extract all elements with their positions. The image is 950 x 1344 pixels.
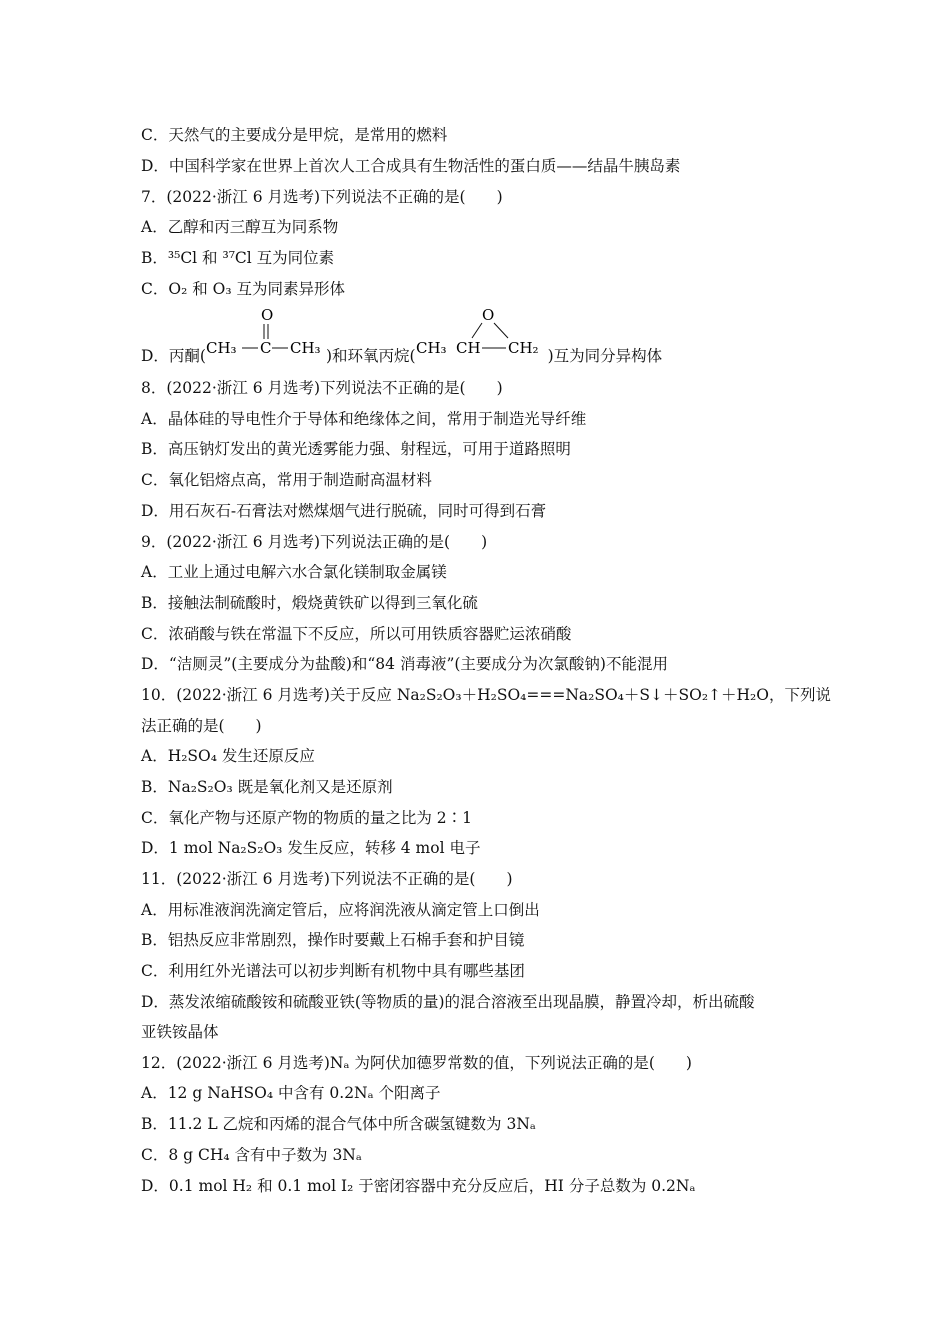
text-line: 8．(2022·浙江 6 月选考)下列说法不正确的是( ) bbox=[141, 379, 503, 397]
text-line: 亚铁铵晶体 bbox=[141, 1023, 219, 1041]
text-line: 11．(2022·浙江 6 月选考)下列说法不正确的是( ) bbox=[141, 870, 513, 888]
acetone-ch3-right: CH₃ bbox=[289, 339, 321, 357]
epoxide-ch2: CH₂ bbox=[507, 339, 539, 357]
text-line: 法正确的是( ) bbox=[141, 717, 262, 735]
text-line: B．接触法制硫酸时，煅烧黄铁矿以得到三氧化硫 bbox=[141, 594, 478, 612]
text-line: A．用标准液润洗滴定管后，应将润洗液从滴定管上口倒出 bbox=[141, 901, 540, 919]
text-line: C．8 g CH₄ 含有中子数为 3Nₐ bbox=[141, 1146, 362, 1164]
text-line: D．“洁厕灵”(主要成分为盐酸)和“84 消毒液”(主要成分为次氯酸钠)不能混用 bbox=[141, 655, 668, 673]
epoxide-oxygen: O bbox=[481, 306, 494, 324]
epoxypropane-structure bbox=[416, 305, 548, 361]
question-7-option-d bbox=[141, 305, 662, 369]
acetone-structure bbox=[206, 305, 326, 361]
text-line: 9．(2022·浙江 6 月选考)下列说法正确的是( ) bbox=[141, 533, 488, 551]
text-line: C．氧化铝熔点高，常用于制造耐高温材料 bbox=[141, 471, 432, 489]
text-line: B．铝热反应非常剧烈，操作时要戴上石棉手套和护目镜 bbox=[141, 931, 525, 949]
text-line: B．³⁵Cl 和 ³⁷Cl 互为同位素 bbox=[141, 249, 335, 267]
text-line: 12．(2022·浙江 6 月选考)Nₐ 为阿伏加德罗常数的值，下列说法正确的是( ) bbox=[141, 1054, 692, 1072]
text-line: A．H₂SO₄ 发生还原反应 bbox=[141, 747, 315, 765]
text-line: D．用石灰石-石膏法对燃煤烟气进行脱硫，同时可得到石膏 bbox=[141, 502, 547, 520]
epoxide-ch: CH bbox=[455, 339, 481, 357]
text-line: C．O₂ 和 O₃ 互为同素异形体 bbox=[141, 280, 345, 298]
text-line: D．0.1 mol H₂ 和 0.1 mol I₂ 于密闭容器中充分反应后，HI 分子总数为 0.2Nₐ bbox=[141, 1177, 696, 1195]
text-line: D．蒸发浓缩硫酸铵和硫酸亚铁(等物质的量)的混合溶液至出现晶膜，静置冷却，析出硫酸 bbox=[141, 993, 755, 1011]
option-d-suffix: )互为同分异构体 bbox=[547, 347, 663, 365]
text-line: C．浓硝酸与铁在常温下不反应，所以可用铁质容器贮运浓硝酸 bbox=[141, 625, 572, 643]
text-line: A．工业上通过电解六水合氯化镁制取金属镁 bbox=[141, 563, 447, 581]
text-line: A．晶体硅的导电性介于导体和绝缘体之间，常用于制造光导纤维 bbox=[141, 410, 587, 428]
epoxide-ch3: CH₃ bbox=[415, 339, 447, 357]
text-line: 7．(2022·浙江 6 月选考)下列说法不正确的是( ) bbox=[141, 188, 503, 206]
text-line: D．1 mol Na₂S₂O₃ 发生反应，转移 4 mol 电子 bbox=[141, 839, 481, 857]
text-line: B．Na₂S₂O₃ 既是氧化剂又是还原剂 bbox=[141, 778, 393, 796]
option-d-prefix: D．丙酮( bbox=[141, 347, 206, 365]
text-line: D．中国科学家在世界上首次人工合成具有生物活性的蛋白质——结晶牛胰岛素 bbox=[141, 157, 681, 175]
option-d-mid: )和环氧丙烷( bbox=[325, 347, 416, 365]
text-line: B．高压钠灯发出的黄光透雾能力强、射程远，可用于道路照明 bbox=[141, 440, 571, 458]
text-line: C．天然气的主要成分是甲烷，是常用的燃料 bbox=[141, 126, 448, 144]
acetone-oxygen: O bbox=[260, 306, 274, 324]
acetone-ch3-left: CH₃ bbox=[205, 339, 237, 357]
text-line: A．乙醇和丙三醇互为同系物 bbox=[141, 218, 339, 236]
text-line: C．氧化产物与还原产物的物质的量之比为 2∶1 bbox=[141, 809, 473, 827]
acetone-carbon: C bbox=[259, 339, 272, 357]
text-line: C．利用红外光谱法可以初步判断有机物中具有哪些基团 bbox=[141, 962, 525, 980]
text-line: 10．(2022·浙江 6 月选考)关于反应 Na₂S₂O₃＋H₂SO₄===Na₂SO₄＋S↓＋SO₂↑＋H₂O，下列说 bbox=[141, 686, 831, 704]
text-line: A．12 g NaHSO₄ 中含有 0.2Nₐ 个阳离子 bbox=[141, 1084, 441, 1102]
text-line: B．11.2 L 乙烷和丙烯的混合气体中所含碳氢键数为 3Nₐ bbox=[141, 1115, 536, 1133]
